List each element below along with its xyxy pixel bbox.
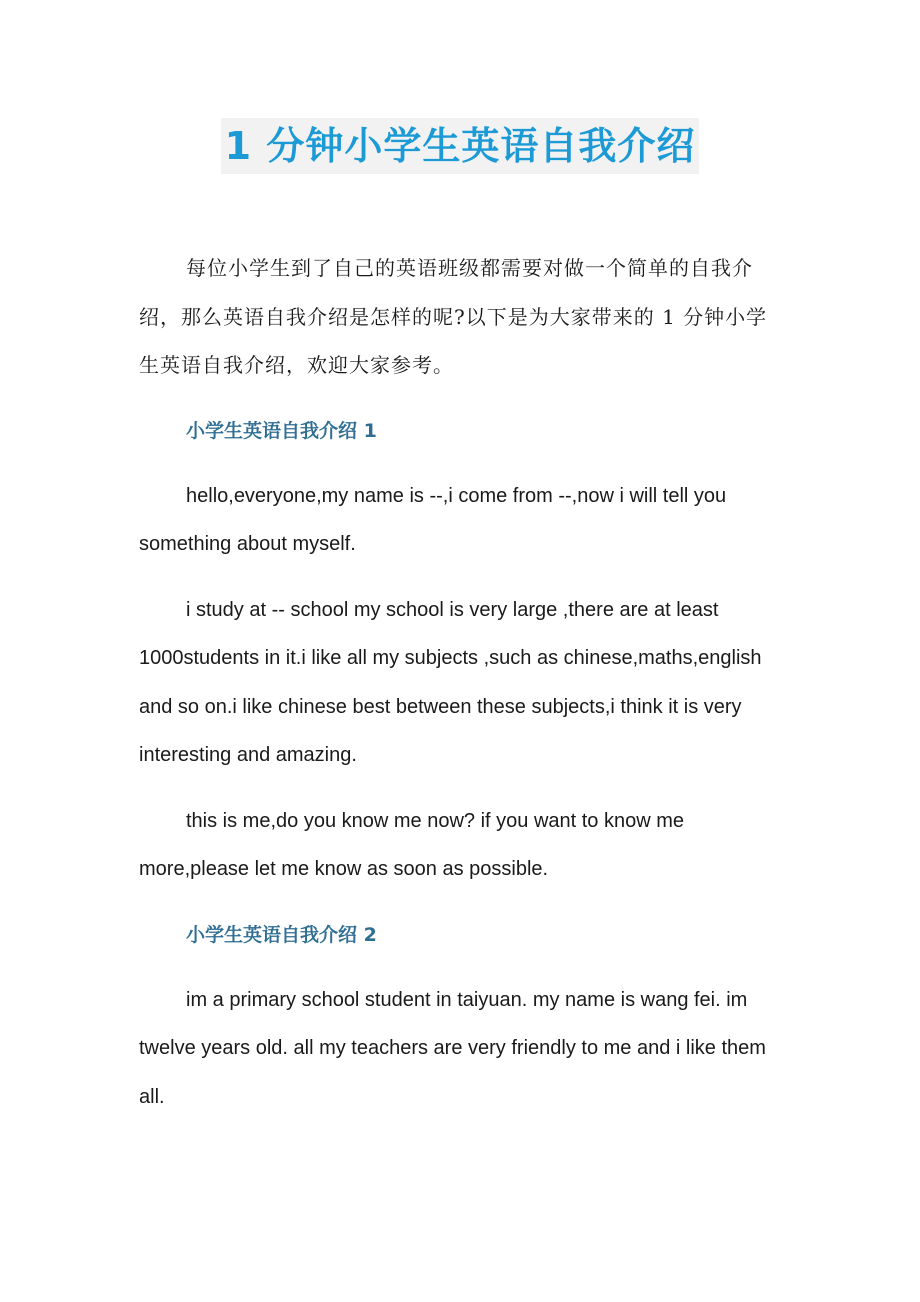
spacer bbox=[139, 780, 771, 797]
section-heading-1: 小学生英语自我介绍 1 bbox=[186, 419, 377, 442]
spacer bbox=[139, 569, 771, 586]
section-heading-2: 小学生英语自我介绍 2 bbox=[186, 923, 377, 946]
document-title: 1 分钟小学生英语自我介绍 bbox=[221, 118, 700, 174]
title-container bbox=[0, 118, 920, 174]
section-1-paragraph-2: i study at -- school my school is very large ,there are at least 1000students in it.i like all my subjects ,such as chinese,maths,english and so on.i like chinese best between these subjects,i think it is very interesting and amazing. bbox=[139, 598, 762, 766]
intro-paragraph: 每位小学生到了自己的英语班级都需要对做一个简单的自我介绍，那么英语自我介绍是怎样的呢?以下是为大家带来的 1 分钟小学生英语自我介绍，欢迎大家参考。 bbox=[139, 256, 768, 377]
spacer bbox=[139, 455, 771, 472]
section-1-paragraph-3: this is me,do you know me now? if you want to know me more,please let me know as soon as possible. bbox=[139, 809, 685, 880]
section-1-paragraph-1: hello,everyone,my name is --,i come from --,now i will tell you something about myself. bbox=[139, 484, 727, 555]
spacer bbox=[139, 894, 771, 911]
section-2-paragraph-1: im a primary school student in taiyuan. my name is wang fei. im twelve years old. all my teachers are very friendly to me and i like them all. bbox=[139, 988, 766, 1108]
document-body bbox=[139, 244, 771, 1121]
spacer bbox=[139, 390, 771, 407]
spacer bbox=[139, 959, 771, 976]
